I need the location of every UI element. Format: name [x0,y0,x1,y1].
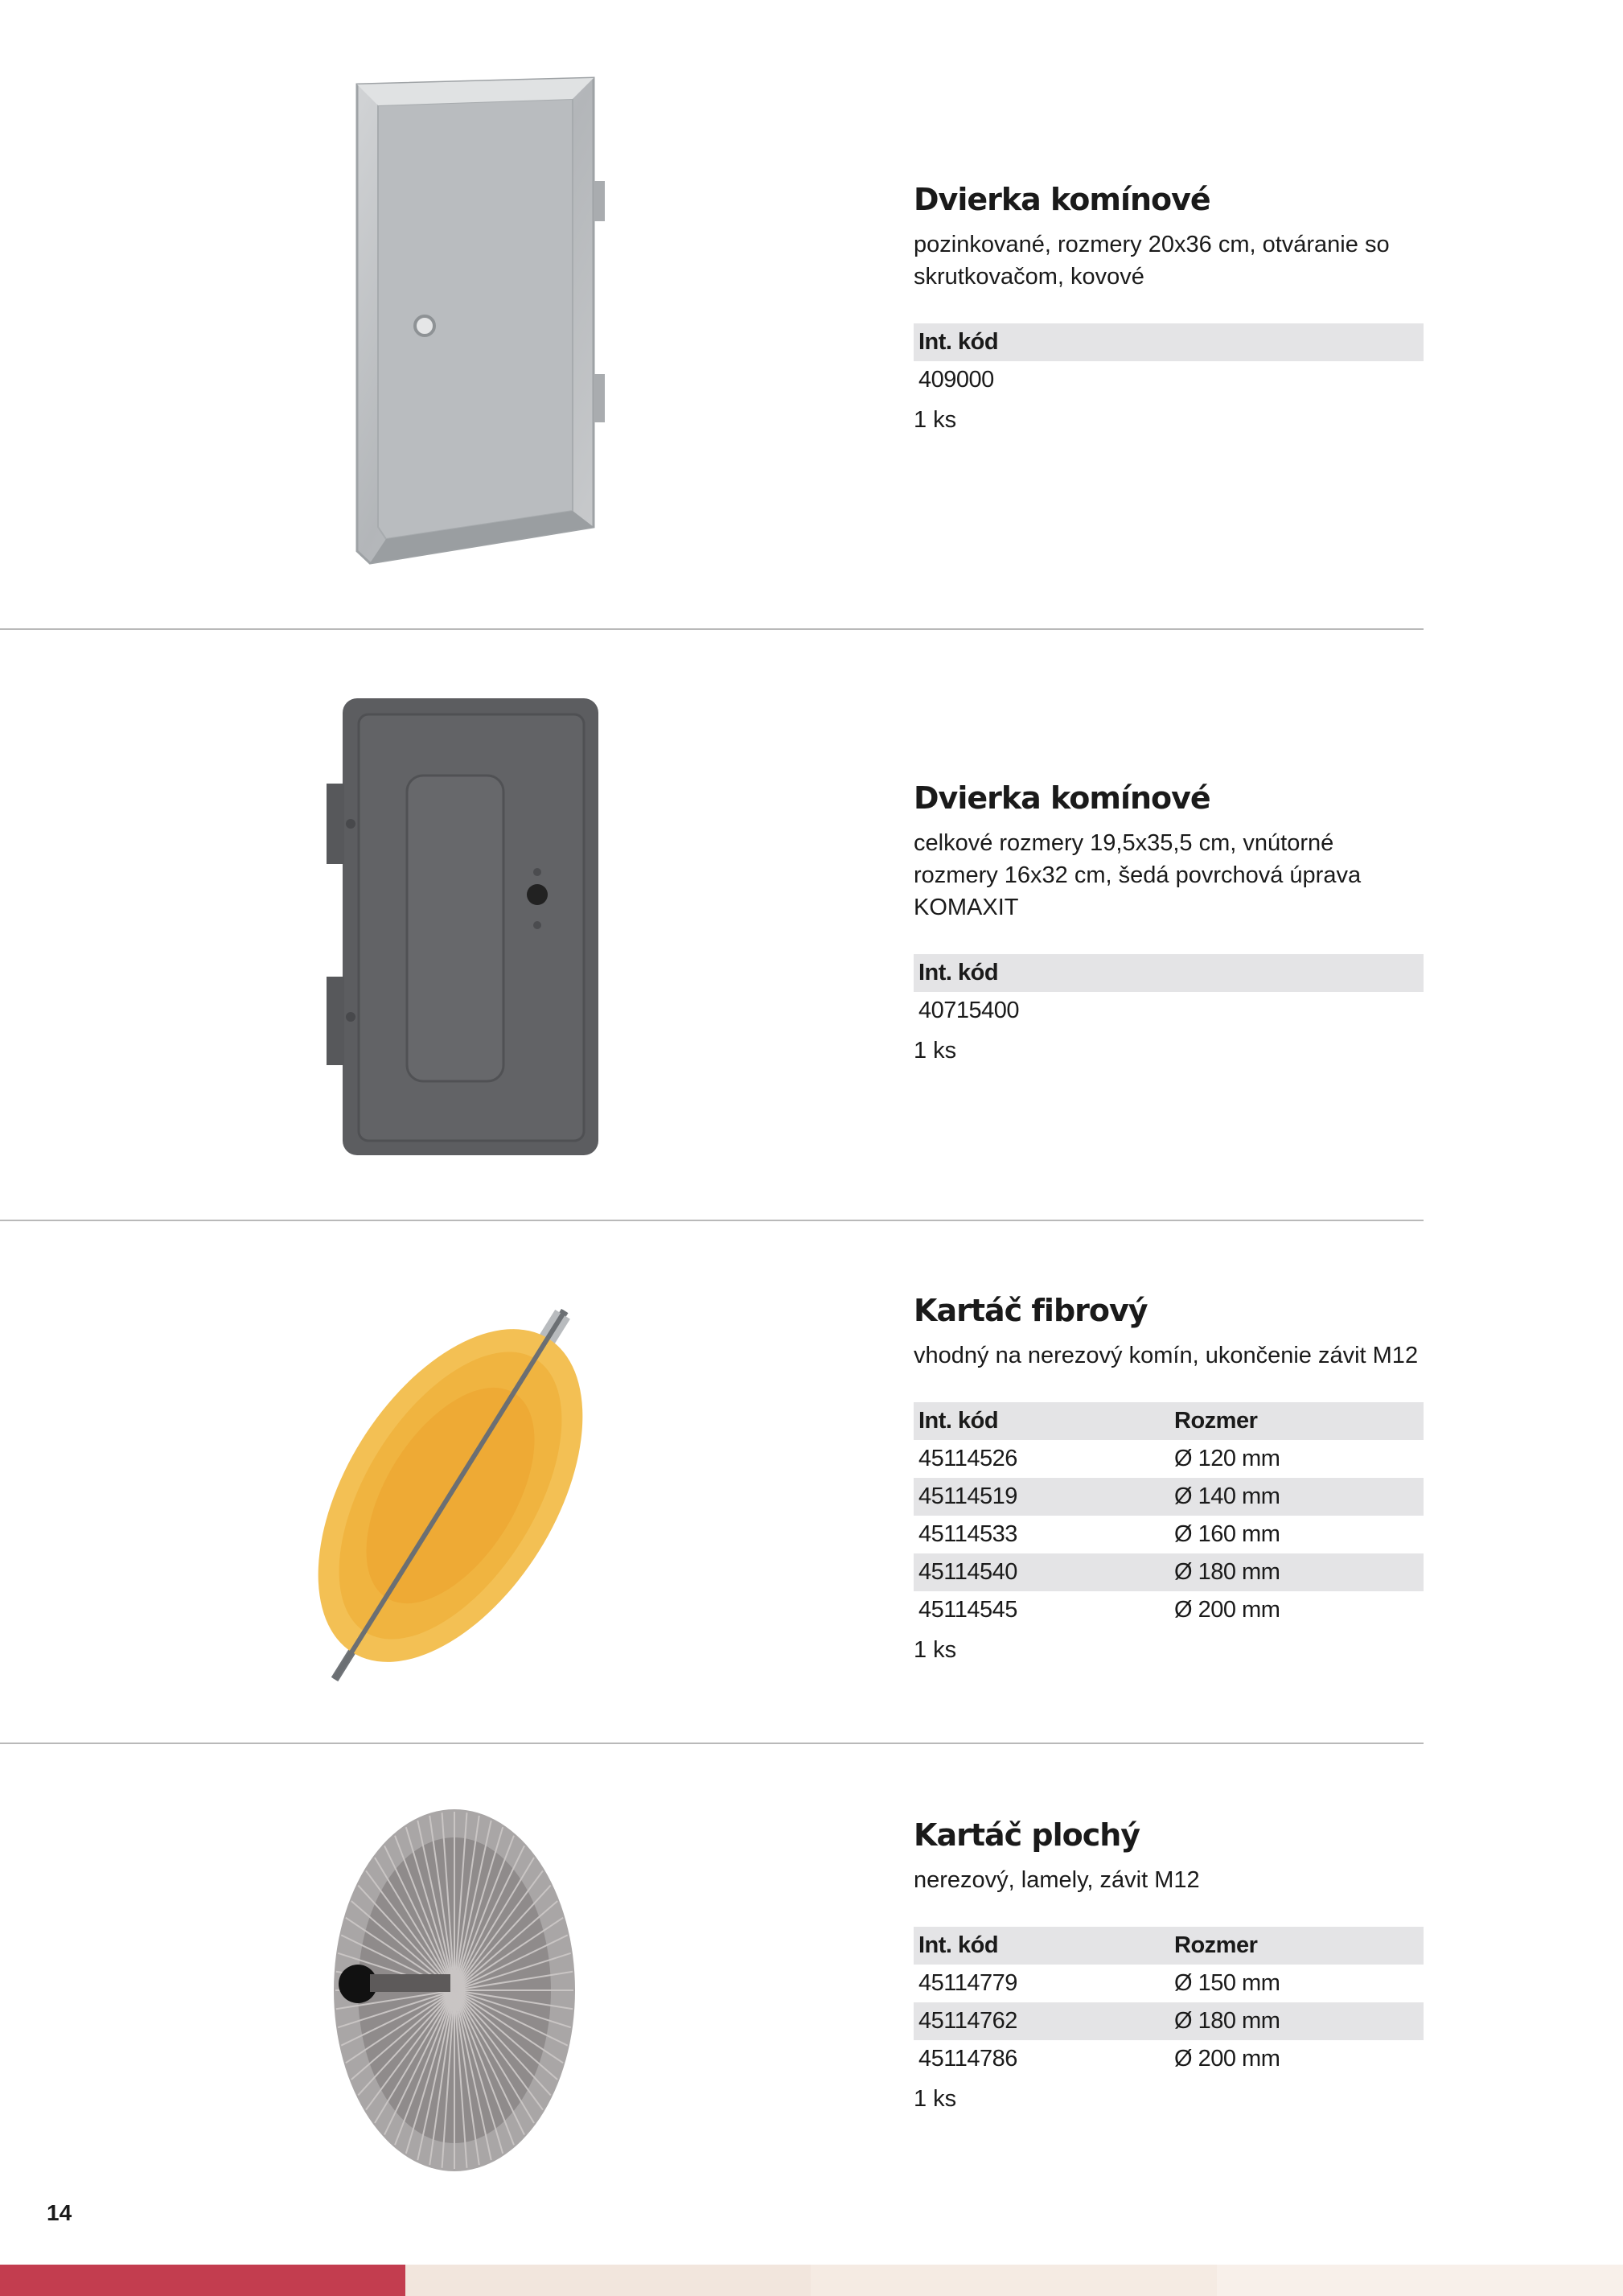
product-description: celkové rozmery 19,5x35,5 cm, vnútorné rozmery 16x32 cm, šedá povrchová úprava KOMAXIT [914,830,1362,920]
code-cell: 45114540 [918,1559,1017,1585]
table-row [914,1553,1424,1591]
product-size-table [914,1927,1424,2078]
table-row [914,1965,1424,2002]
product-code-table [914,954,1424,1030]
code-cell: 45114762 [918,2008,1017,2034]
product-title: Dvierka komínové [914,780,1210,816]
product-4 [0,1745,1424,2195]
product-title: Dvierka komínové [914,182,1210,217]
header-int-kod: Int. kód [918,1932,999,1958]
table-row [914,1591,1424,1629]
table-row [914,1516,1424,1553]
code-cell: 45114519 [918,1483,1017,1509]
size-cell: Ø 180 mm [1174,2008,1280,2034]
code-cell: 45114779 [918,1970,1017,1996]
product-info [914,182,1424,434]
code-cell: 409000 [918,367,994,393]
code-cell: 45114533 [918,1521,1017,1547]
footer-band-2 [405,2265,811,2296]
table-row [914,2040,1424,2078]
footer-band-4 [1217,2265,1623,2296]
unit-label: 1 ks [914,1038,957,1064]
product-title: Kartáč fibrový [914,1293,1148,1328]
product-description: nerezový, lamely, závit M12 [914,1867,1200,1893]
table-header-row [914,954,1424,992]
product-size-table [914,1402,1424,1629]
code-cell: 45114545 [918,1597,1017,1623]
product-title: Kartáč plochý [914,1817,1140,1853]
table-row [914,361,1424,399]
unit-label: 1 ks [914,1637,957,1663]
header-int-kod: Int. kód [918,1408,999,1434]
product-info [914,1293,1424,1664]
product-1 [0,0,1424,627]
product-2 [0,631,1424,1218]
divider [0,1743,1424,1744]
code-cell: 40715400 [918,998,1020,1023]
table-row [914,2002,1424,2040]
grey-door-icon [327,695,600,1166]
galvanized-door-icon [346,76,611,571]
product-info [914,1817,1424,2113]
product-description: vhodný na nerezový komín, ukončenie závit M12 [914,1343,1419,1368]
product-info [914,780,1424,1064]
unit-label: 1 ks [914,2086,957,2112]
header-rozmer: Rozmer [1174,1932,1258,1958]
flat-brush-icon [322,1801,587,2183]
table-header-row [914,1402,1424,1440]
table-header-row [914,1927,1424,1965]
size-cell: Ø 120 mm [1174,1446,1280,1471]
size-cell: Ø 150 mm [1174,1970,1280,1996]
header-int-kod: Int. kód [918,329,999,355]
table-row [914,1478,1424,1516]
page-number: 14 [47,2200,72,2225]
product-code-table [914,323,1424,399]
header-int-kod: Int. kód [918,960,999,985]
divider [0,1220,1424,1221]
divider [0,628,1424,630]
table-row [914,1440,1424,1478]
table-row [914,992,1424,1030]
size-cell: Ø 180 mm [1174,1559,1280,1585]
size-cell: Ø 160 mm [1174,1521,1280,1547]
header-rozmer: Rozmer [1174,1408,1258,1434]
code-cell: 45114526 [918,1446,1017,1471]
product-3 [0,1222,1424,1741]
table-header-row [914,323,1424,361]
size-cell: Ø 200 mm [1174,2046,1280,2072]
unit-label: 1 ks [914,407,957,433]
footer-band-3 [811,2265,1217,2296]
product-description: pozinkované, rozmery 20x36 cm, otváranie so skrutkovačom, kovové [914,232,1390,290]
fiber-brush-icon [249,1270,651,1725]
footer-band-1 [0,2265,405,2296]
size-cell: Ø 140 mm [1174,1483,1280,1509]
code-cell: 45114786 [918,2046,1017,2072]
size-cell: Ø 200 mm [1174,1597,1280,1623]
